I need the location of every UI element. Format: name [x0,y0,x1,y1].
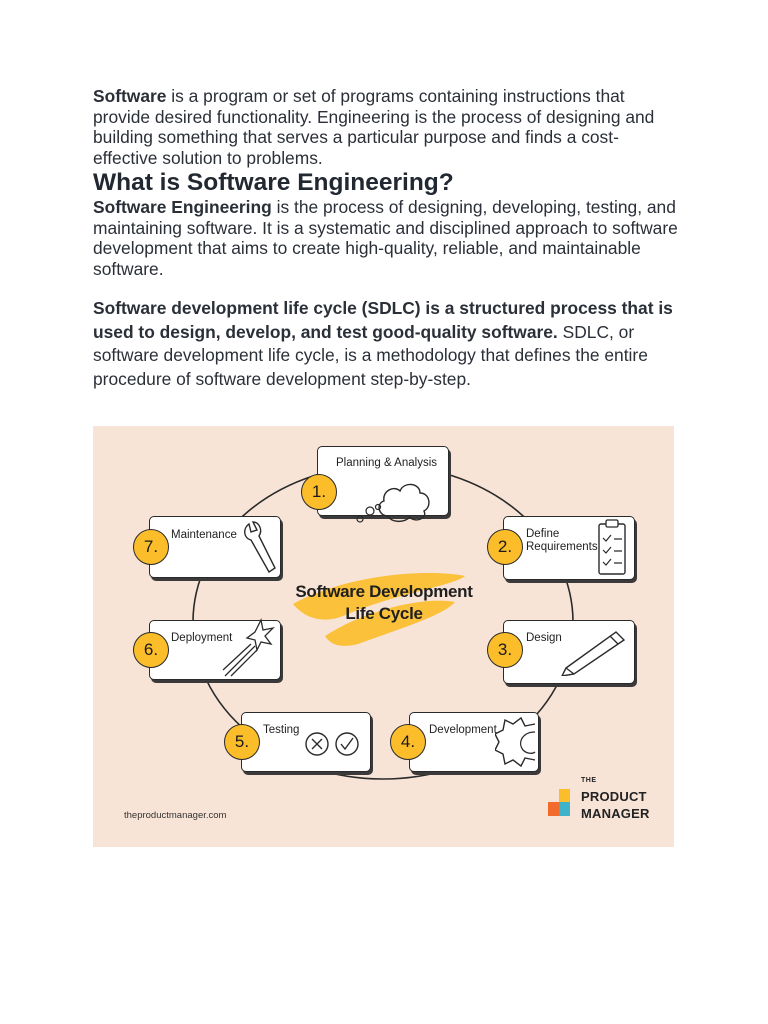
stage-number-6: 6. [133,632,169,668]
diagram-title [279,581,489,625]
brand-the: THE [581,777,597,784]
stage-number-4: 4. [390,724,426,760]
stage-label-1: Planning & Analysis [336,457,438,469]
stage-label-2-line2: Requirements [526,541,598,553]
sdlc-diagram [93,426,674,847]
gear-icon [495,714,537,770]
source-url: theproductmanager.com [124,810,227,821]
stage-number-7: 7. [133,529,169,565]
brand-mark-icon [548,789,578,829]
stage-number-1: 1. [301,474,337,510]
wrench-icon [239,518,279,576]
sdlc-lead: Software development life cycle (SDLC) is a structured process that is used to design, develop, and test good-quality software. [93,298,673,342]
pencil-icon [558,626,628,676]
definition-text: is the process of designing, developing, testing, and maintaining software. It is a systematic and disciplined approach to software development that aims to create high-quality, reliable, and maintainable software. [93,197,678,279]
clipboard-checklist-icon [593,518,633,578]
definition-lead: Software Engineering [93,197,272,217]
intro-lead: Software [93,86,167,106]
section-heading: What is Software Engineering? [93,169,454,196]
stage-number-3: 3. [487,632,523,668]
stage-label-5: Testing [263,724,300,736]
cross-check-icon [303,728,363,760]
document-body [93,86,683,391]
stage-label-2 [526,528,598,554]
stage-label-4: Development [429,724,497,736]
definition-paragraph [93,197,683,279]
stage-label-2-line1: Define [526,528,560,540]
stage-label-7: Maintenance [171,529,237,541]
intro-text: is a program or set of programs containing instructions that provide desired functionality. Engineering is the process of designing and building something that serves a particular purpose and finds a cost-effective solution to problems. [93,86,655,168]
stage-label-6: Deployment [171,632,233,644]
diagram-title-line2: Life Cycle [345,604,423,623]
sdlc-paragraph [93,297,683,391]
stage-number-2: 2. [487,529,523,565]
stage-label-3: Design [526,632,562,644]
brand-word-product: PRODUCT [581,789,647,804]
launch-icon [221,616,275,678]
brand-logo [548,775,658,825]
cloud-icon [348,471,438,526]
sdlc-text: SDLC, or software development life cycle, is a methodology that defines the entire procedure of software development step-by-step. [93,321,648,389]
diagram-title-line1: Software Development [295,582,473,601]
brand-word-manager: MANAGER [581,806,650,821]
stage-number-5: 5. [224,724,260,760]
intro-paragraph [93,86,683,168]
